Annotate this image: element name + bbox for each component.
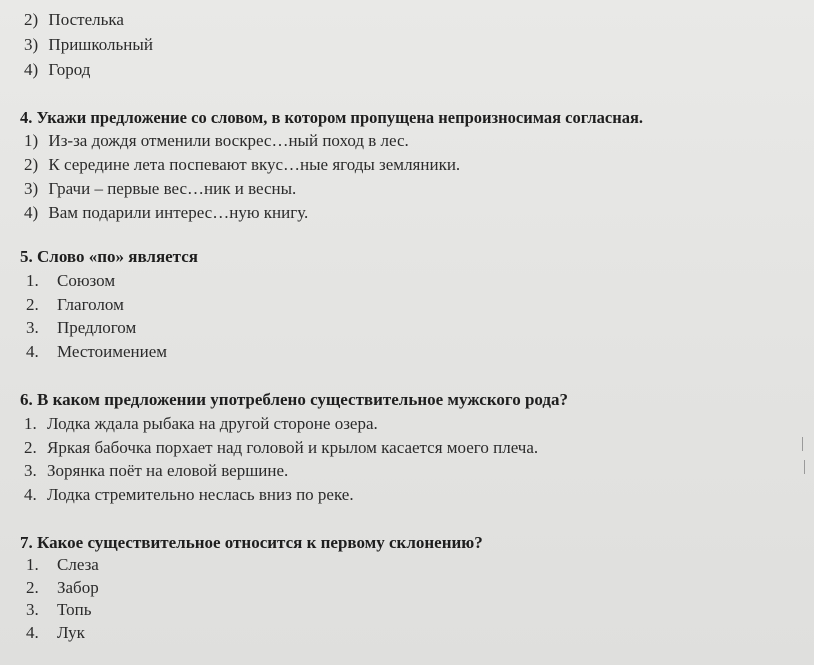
prev-option-2 (24, 10, 124, 30)
option-text: Слеза (57, 555, 99, 574)
option-text: Яркая бабочка порхает над головой и крылом касается моего плеча. (47, 438, 539, 457)
question-5-option-4 (26, 342, 167, 362)
question-7-option-1 (26, 555, 99, 575)
question-4-option-2 (24, 155, 460, 175)
question-5-option-3 (26, 318, 136, 338)
option-text: Глаголом (57, 295, 124, 314)
question-7-option-3 (26, 600, 91, 620)
option-number: 1) (24, 131, 39, 150)
option-number: 4) (24, 203, 39, 222)
option-number: 4. (26, 342, 39, 361)
question-6-title: 6. В каком предложении употреблено существительное мужского рода? (20, 390, 569, 409)
question-5-option-1 (26, 271, 115, 291)
option-number: 3. (24, 461, 37, 480)
option-text: Вам подарили интерес…ную книгу. (48, 203, 309, 222)
option-text: Зорянка поёт на еловой вершине. (47, 461, 289, 480)
option-text: Предлогом (57, 318, 137, 337)
option-number: 4. (24, 485, 37, 504)
option-text: Постелька (48, 10, 124, 29)
question-6-option-4 (24, 485, 354, 505)
option-text: Топь (57, 600, 92, 619)
option-number: 1. (26, 555, 39, 574)
question-6-option-3 (24, 461, 288, 481)
question-5-option-2 (26, 295, 124, 315)
question-7-option-4 (26, 623, 85, 643)
option-text: Забор (57, 578, 99, 597)
question-4-option-1 (24, 131, 409, 151)
option-number: 2. (26, 578, 39, 597)
option-number: 2) (24, 155, 39, 174)
option-text: Местоимением (57, 342, 168, 361)
option-text: Союзом (57, 271, 116, 290)
option-number: 1. (26, 271, 39, 290)
question-5-title: 5. Слово «по» является (20, 247, 198, 266)
question-6-option-1 (24, 414, 378, 434)
option-text: Пришкольный (48, 35, 153, 54)
option-number: 3) (24, 35, 39, 54)
question-4-option-4 (24, 203, 308, 223)
option-text: Грачи – первые вес…ник и весны. (48, 179, 297, 198)
prev-option-3 (24, 35, 153, 55)
question-6-option-2 (24, 438, 538, 458)
option-number: 2. (26, 295, 39, 314)
question-4-title: 4. Укажи предложение со словом, в котором пропущена непроизносимая согласная. (20, 108, 644, 127)
prev-option-4 (24, 60, 90, 80)
option-number: 4) (24, 60, 39, 79)
option-text: К середине лета поспевают вкус…ные ягоды земляники. (48, 155, 461, 174)
question-4-option-3 (24, 179, 296, 199)
option-number: 1. (24, 414, 37, 433)
option-text: Из-за дождя отменили воскрес…ный поход в лес. (48, 131, 409, 150)
option-number: 2. (24, 438, 37, 457)
option-number: 3) (24, 179, 39, 198)
option-number: 3. (26, 600, 39, 619)
option-number: 3. (26, 318, 39, 337)
margin-mark (802, 437, 803, 451)
option-text: Лук (57, 623, 85, 642)
option-text: Лодка ждала рыбака на другой стороне озера. (47, 414, 378, 433)
question-7-title: 7. Какое существительное относится к первому склонению? (20, 533, 483, 552)
margin-mark (804, 460, 805, 474)
question-7-option-2 (26, 578, 99, 598)
option-number: 2) (24, 10, 39, 29)
option-text: Город (48, 60, 91, 79)
option-text: Лодка стремительно неслась вниз по реке. (47, 485, 354, 504)
option-number: 4. (26, 623, 39, 642)
